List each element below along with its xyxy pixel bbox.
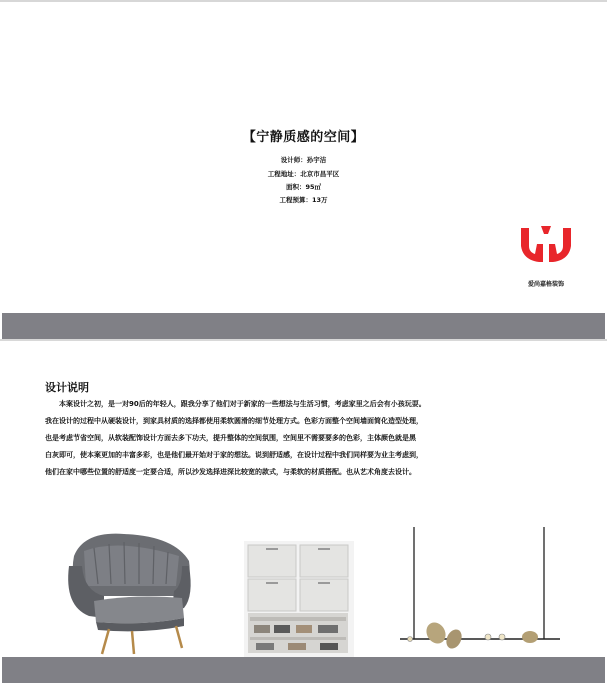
footer-band [2, 657, 605, 683]
description-line: 我在设计的过程中从硬装设计，到家具材质的选择都使用柔软圆滑的细节处理方式。色彩方面整个空间墙面简化造型处理， [45, 417, 423, 425]
shoe-cabinet-icon [244, 541, 354, 657]
pendant-lamp-icon [392, 527, 562, 657]
section-heading: 设计说明 [45, 381, 89, 394]
armchair-icon [64, 526, 194, 656]
description-slide [0, 341, 607, 684]
brand-name: 爱尚嘉格装饰 [527, 281, 564, 288]
designer-line: 设计师：孙宇洁 [280, 156, 327, 164]
area-line: 面积：95㎡ [285, 183, 322, 191]
description-line: 也是考虑节省空间，从软装配饰设计方面去多下功夫，提升整体的空间氛围，空间里不需要要多的色彩，主体颜色就是黑 [45, 434, 416, 442]
cover-slide [0, 0, 607, 341]
description-paragraph [45, 396, 560, 481]
brand-logo-icon [515, 216, 577, 268]
description-line: 白灰即可，使本案更加的丰富多彩，也是他们最开始对于家的想法。说到舒适感，在设计过程中我们同样要为业主考虑到， [45, 451, 423, 459]
budget-line: 工程预算：13万 [279, 196, 328, 204]
footer-band [2, 313, 605, 339]
address-line: 工程地址：北京市昌平区 [267, 170, 340, 178]
slide-border [0, 0, 607, 2]
description-line: 本案设计之初，是一对90后的年轻人，跟我分享了他们对于新家的一些想法与生活习惯，考虑家里之后会有小孩玩耍。 [59, 400, 426, 408]
project-title: 【宁静质感的空间】 [242, 130, 365, 145]
description-line: 他们在家中哪些位置的舒适度一定要合适，所以沙发选择进深比较宽的款式，与柔软的材质搭配。也从艺术角度去设计。 [45, 468, 416, 476]
